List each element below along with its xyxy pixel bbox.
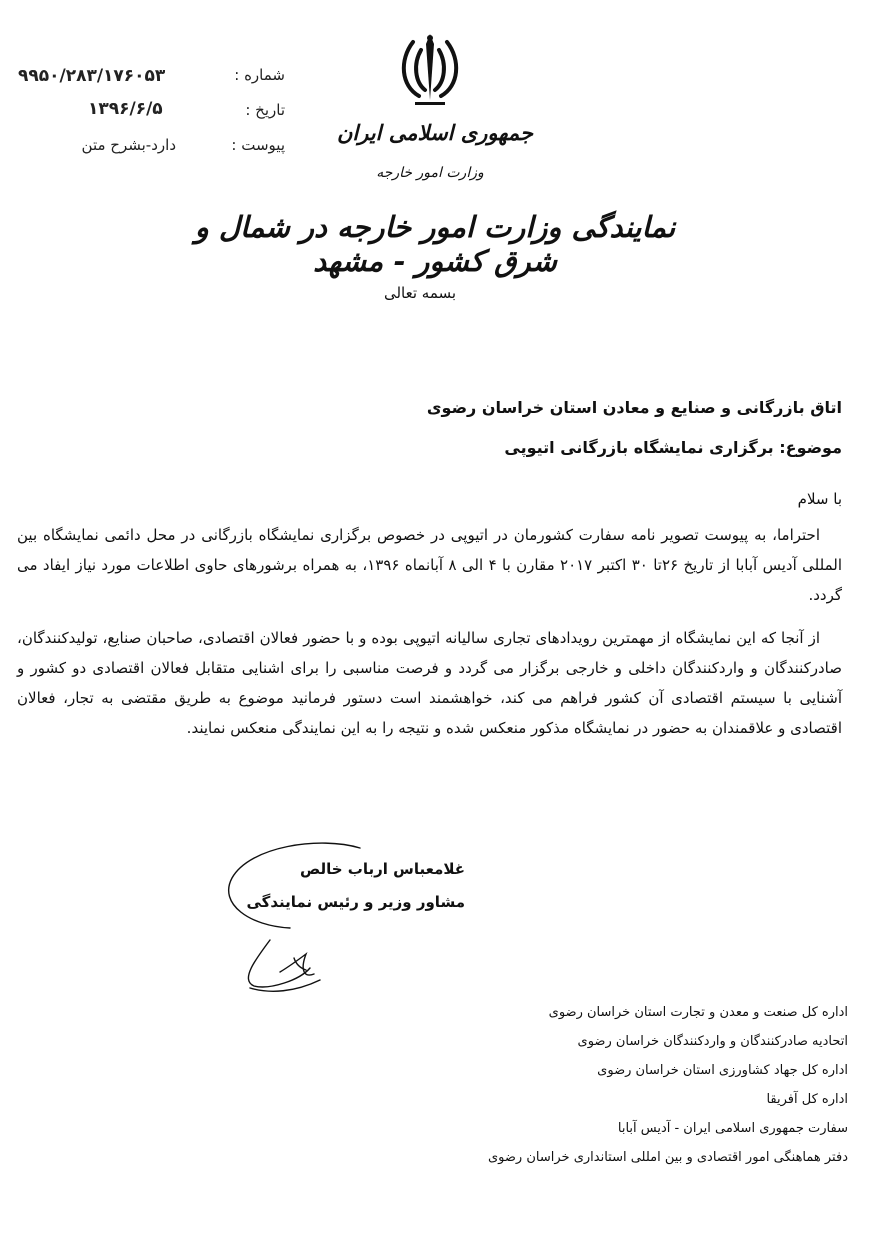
- subject: موضوع: برگزاری نمایشگاه بازرگانی اتیوپی: [504, 438, 842, 457]
- cc-item: دفتر هماهنگی امور اقتصادی و بین امللی استانداری خراسان رضوی: [488, 1150, 848, 1165]
- country-title: جمهوری اسلامی ایران: [336, 120, 534, 145]
- handwritten-signature: [210, 830, 410, 1000]
- office-title: نمایندگی وزارت امور خارجه در شمال و شرق کشور - مشهد: [194, 210, 676, 278]
- cc-item: اداره کل صنعت و معدن و تجارت استان خراسان رضوی: [548, 1005, 848, 1020]
- cc-item: سفارت جمهوری اسلامی ایران - آدیس آبابا: [617, 1121, 848, 1136]
- letter-number: ۹۹۵۰/۲۸۳/۱۷۶۰۵۳: [18, 66, 166, 86]
- attachment-value: دارد-بشرح متن: [81, 136, 176, 154]
- cc-item: اداره کل آفریقا: [766, 1092, 848, 1107]
- body-paragraph-2: از آنجا که این نمایشگاه از مهمترین رویدادهای تجاری سالیانه اتیوپی بوده و با حضور فعالان اقتصادی، صاحبان صنایع، تولیدکنندگان، صادرکنندگان و واردکنندگان داخلی و خارجی برگزار می گردد و فرصت مناسبی را برای اشنایی متقابل فعالان اقتصادی دو کشور و آشنایی با سیستم اقتصادی آن کشور فراهم می کند، خواهشمند است دستور فرمانید موضوع به طریق مقتضی به تجار، فعالان اقتصادی و علاقمندان به حضور در نمایشگاه مذکور منعکس شده و نتیجه را به این نمایندگی منعکس نمایند.: [17, 629, 842, 737]
- letter-date: ۱۳۹۶/۶/۵: [88, 99, 163, 119]
- attachment-label: پیوست :: [231, 136, 285, 154]
- signatory-title: مشاور وزیر و رئیس نمایندگی: [246, 893, 465, 911]
- bismillah: بسمه تعالی: [383, 284, 457, 302]
- ministry-title: وزارت امور خارجه: [376, 165, 484, 181]
- cc-item: اتحادیه صادرکنندگان و واردکنندگان خراسان رضوی: [577, 1034, 848, 1049]
- recipient: اتاق بازرگانی و صنایع و معادن استان خراسان رضوی: [426, 398, 842, 417]
- cc-list: [398, 998, 848, 1172]
- number-label: شماره :: [234, 66, 285, 84]
- body-paragraph-1: احتراما، به پیوست تصویر نامه سفارت کشورمان در اتیوپی در خصوص برگزاری نمایشگاه بازرگانی در محل دائمی نمایشگاه بین المللی آدیس آبابا از تاریخ ۲۶تا ۳۰ اکتبر ۲۰۱۷ مقارن با ۴ الی ۸ آبانماه ۱۳۹۶، به همراه برشورهای حاوی اطلاعات مورد نیاز ایفاد می گردد.: [17, 526, 842, 604]
- signatory-name: غلامعباس ارباب خالص: [300, 860, 465, 878]
- greeting: با سلام: [797, 490, 842, 508]
- date-label: تاریخ :: [245, 101, 285, 119]
- cc-item: اداره کل جهاد کشاورزی استان خراسان رضوی: [597, 1063, 848, 1078]
- iran-emblem-icon: [395, 30, 465, 110]
